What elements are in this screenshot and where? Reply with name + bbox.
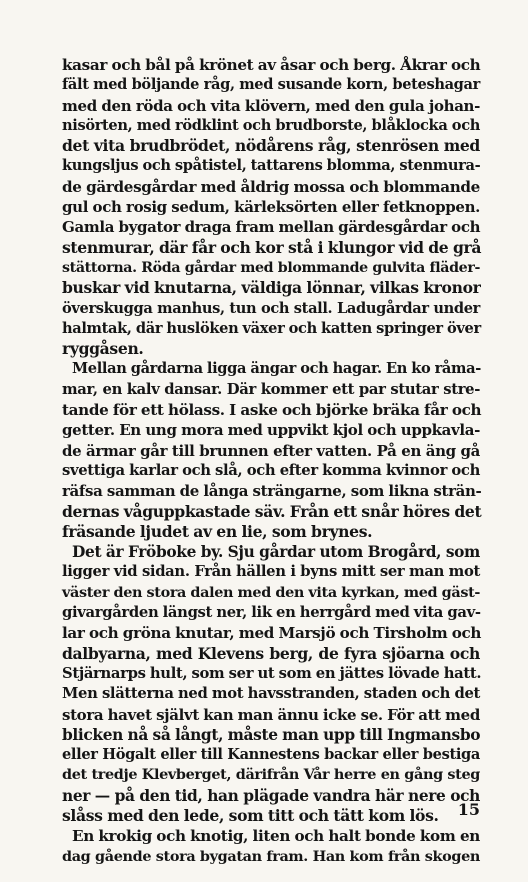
text-line: de gärdesgårdar med åldrig mossa och blommande [62,177,480,196]
text-line: lar och gröna knutar, med Marsjö och Tirsholm och [62,624,482,643]
text-line: Mellan gårdarna ligga ängar och hagar. En ko råma- [72,360,481,378]
text-line: blicken nå så långt, måste man upp till Ingmansbo [62,725,481,744]
text-line: getter. En ung mora med uppvikt kjol och uppkavla- [62,421,480,440]
text-line: tande för ett hölass. I aske och björke bräka får och [62,401,482,420]
text-line: eller Högalt eller till Kannestens backar eller bestiga [62,746,480,764]
text-line: väster den stora dalen med den vita kyrkan, med gäst- [62,583,480,601]
text-line: gul och rosig sedum, kärleksörten eller fetknoppen. [62,198,480,217]
text-line: Det är Fröboke by. Sju gårdar utom Brogård, som [72,543,480,562]
text-line: En krokig och knotig, liten och halt bonde kom en [72,827,480,846]
text-line: halmtak, där huslöken växer och katten springer över [62,319,481,337]
text-line: ligger vid sidan. Från hällen i byns mitt ser man mot [62,563,480,581]
text-line: buskar vid knutarna, väldiga lönnar, vilkas kronor [62,278,481,298]
text-line: med den röda och vita klövern, med den gula johan- [62,96,480,115]
text-line: Gamla bygator draga fram mellan gärdesgårdar och [62,218,481,237]
text-line: slåss med den lede, som titt och tätt kom lös. [62,805,439,825]
text-line: kungsljus och spåtistel, tattarens blomma, stenmura- [62,157,481,175]
text-line: de ärmar går till brunnen efter vatten. På en äng gå [62,441,480,460]
text-line: det vita brudbrödet, nödårens råg, stenrösen med [62,136,480,156]
text-line: dag gående stora bygatan fram. Han kom från skogen [62,847,480,865]
text-line: Stjärnarps hult, som ser ut som en jättes lövade hatt. [62,664,482,682]
text-line: svettiga karlar och slå, och efter komma kvinnor och [62,461,480,479]
page-number: 15 [457,800,480,819]
text-line: stora havet självt kan man ännu icke se. För att med [62,705,480,724]
text-line: mar, en kalv dansar. Där kommer ett par stutar stre- [62,380,480,398]
text-line: dernas våguppkastade säv. Från ett snår höres det [62,501,482,521]
text-line: ner — på den tid, han plägade vandra här nere och [62,786,480,805]
text-line: kasar och bål på krönet av åsar och berg. Åkrar och [62,56,481,74]
text-line: räfsa samman de långa strängarne, som likna strän- [62,482,482,501]
text-line: nisörten, med rödklint och brudborste, blåklocka och [62,116,480,134]
text-line: dalbyarna, med Klevens berg, de fyra sjöarna och [62,643,480,663]
text-line: stenmurar, där får och kor stå i klungor vid de grå [62,237,482,257]
text-line: givargården längst ner, lik en herrgård med vita gav- [62,604,481,622]
text-line: fräsande ljudet av en lie, som brynes. [62,521,373,541]
text-line: stättorna. Röda gårdar med blommande gulvita fläder- [62,259,480,276]
text-line: ryggåsen. [62,339,144,359]
text-line: det tredje Klevberget, därifrån Vår herre en gång steg [62,766,480,784]
text-line: överskugga manhus, tun och stall. Ladugårdar under [62,299,480,317]
body-text [62,55,480,867]
text-line: fält med böljande råg, med susande korn, beteshagar [62,76,480,94]
text-line: Men slätterna ned mot havsstranden, staden och det [62,685,480,703]
